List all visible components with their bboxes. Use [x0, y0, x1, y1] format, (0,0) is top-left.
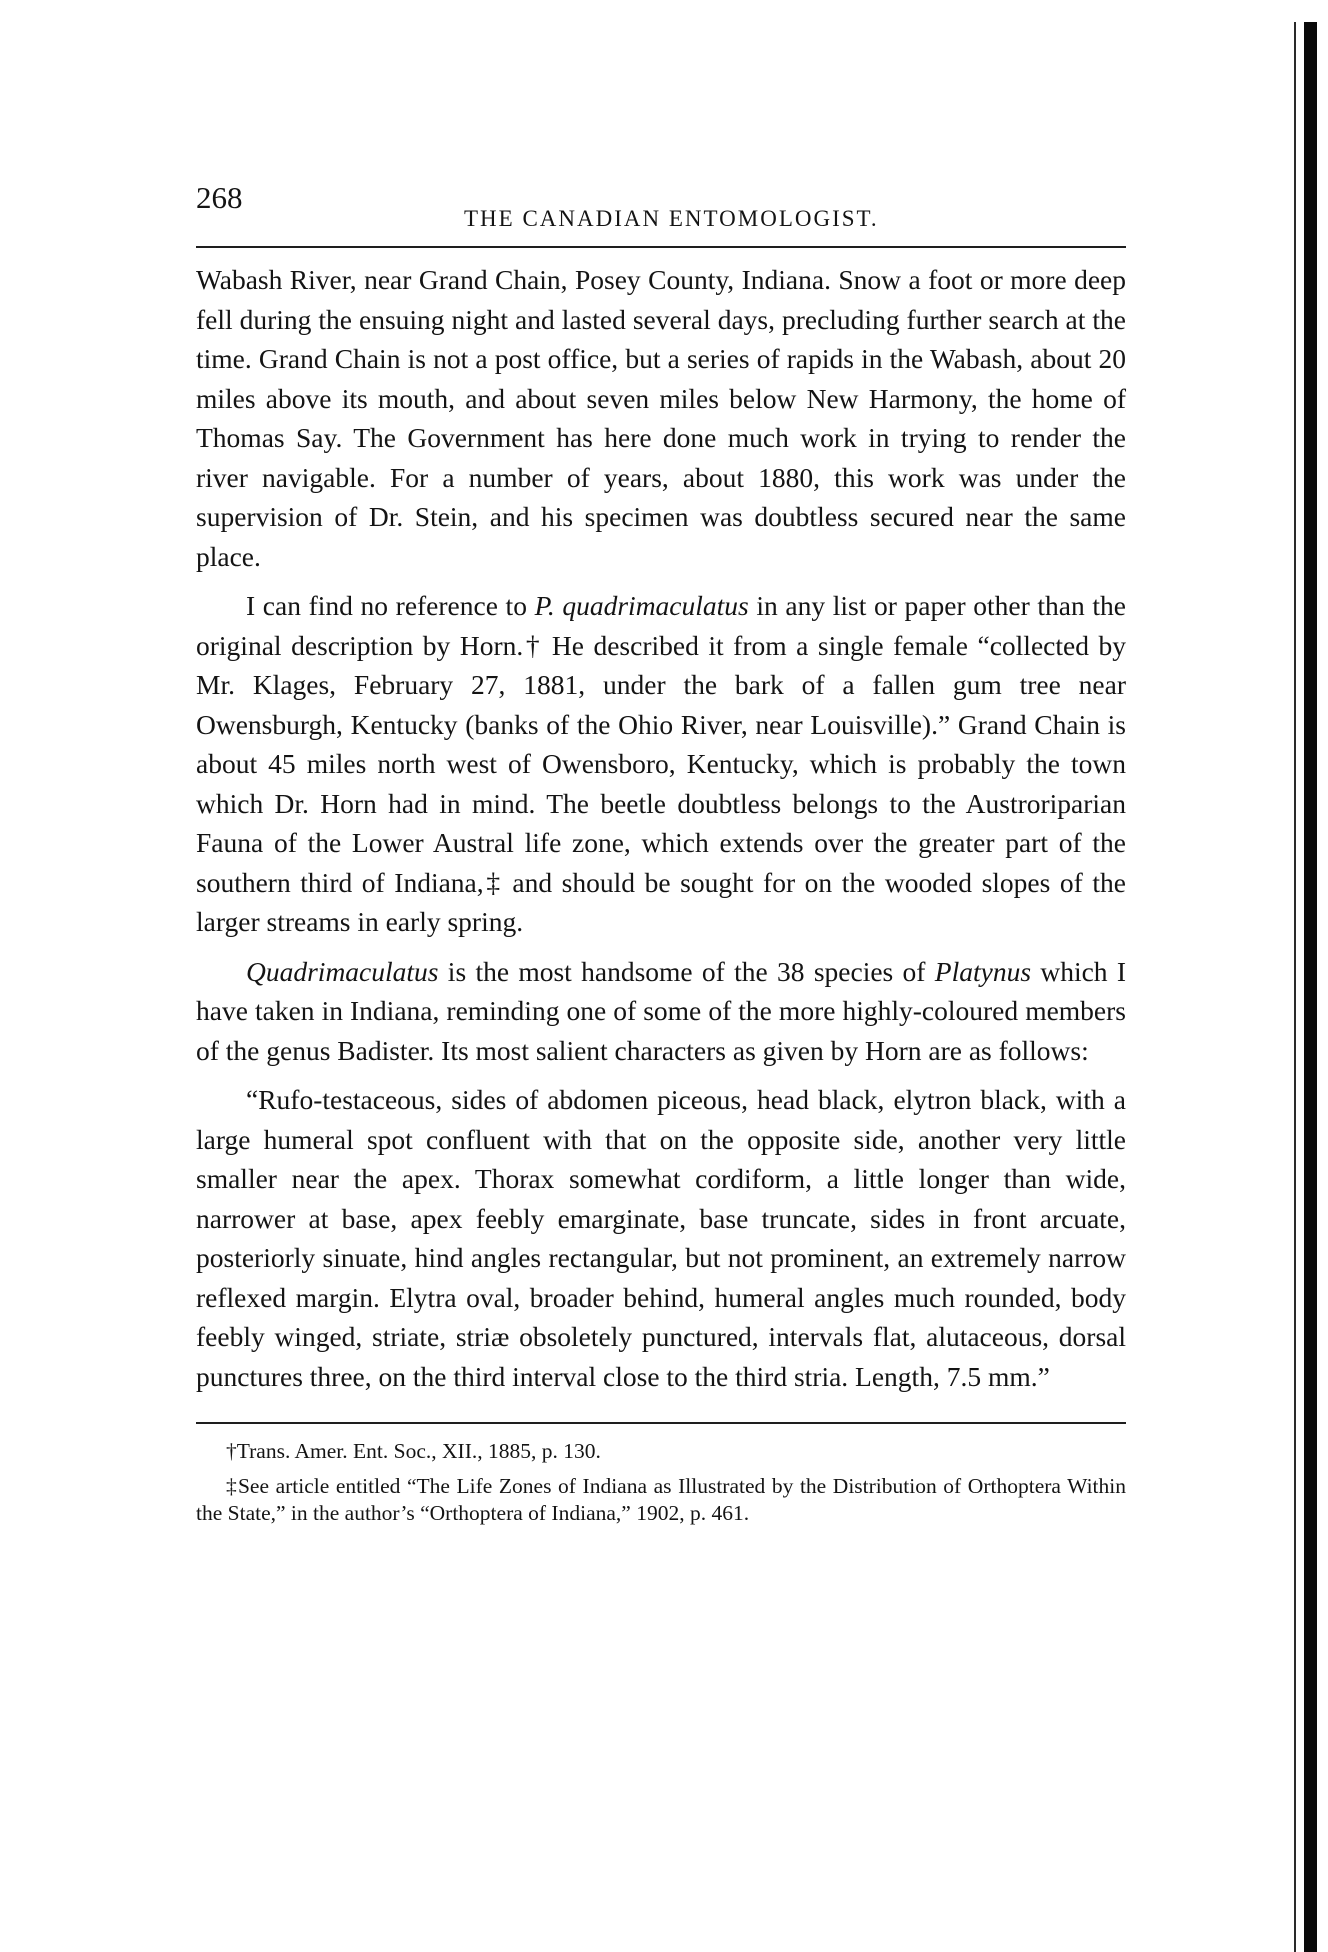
species-name: P. quadrimaculatus	[534, 590, 749, 621]
paragraph-3	[196, 952, 1126, 1071]
footnote-double-dagger: ‡See article entitled “The Life Zones of Indiana as Illustrated by the Distribution of Orthoptera Within the State,” in the author’s “Orthoptera of Indiana,” 1902, p. 461.	[196, 1474, 1126, 1525]
paragraph-3-text-b: which I have taken in Indiana, reminding one of some of the more highly-coloured members of the genus Badister. Its most salient characters as given by Horn are as follows:	[196, 955, 1126, 1066]
paragraph-2-text-b: in any list or paper other than the original description by Horn.† He described it from a single female “collected by Mr. Klages, February 27, 1881, under the bark of a fallen gum tree near Owensburgh, Kentucky (banks of the Ohio River, near Louisville).” Grand Chain is about 45 miles north west of Owensboro, Kentucky, which is probably the town which Dr. Horn had in mind. The beetle doubtless belongs to the Austroriparian Fauna of the Lower Austral life zone, which extends over the greater part of the southern third of Indiana,‡ and should be sought for on the wooded slopes of the larger streams in early spring.	[196, 590, 1126, 937]
paragraph-2-text-a: I can find no reference to	[246, 590, 535, 621]
page-edge-shadow	[1304, 22, 1317, 1952]
paragraph-2	[196, 586, 1126, 942]
body-text	[196, 260, 1126, 1396]
footnote-dagger: †Trans. Amer. Ent. Soc., XII., 1885, p. 130.	[226, 1439, 601, 1463]
footnotes	[196, 1438, 1126, 1527]
species-epithet: Quadrimaculatus	[246, 955, 439, 987]
page-edge-line	[1294, 22, 1296, 1952]
header-rule	[196, 246, 1126, 248]
paragraph-3-text-a: is the most handsome of the 38 species of	[438, 955, 935, 987]
quoted-description: “Rufo-testaceous, sides of abdomen piceous, head black, elytron black, with a large humeral spot confluent with that on the opposite side, another very little smaller near the apex. Thorax somewhat cordiform, a little longer than wide, narrower at base, apex feebly emarginate, base truncate, sides in front arcuate, posteriorly sinuate, hind angles rectangular, but not prominent, an extremely narrow reflexed margin. Elytra oval, broader behind, humeral angles much rounded, body feebly winged, striate, striæ obsoletely punctured, intervals flat, alutaceous, dorsal punctures three, on the third interval close to the third stria. Length, 7.5 mm.”	[196, 1084, 1126, 1392]
paragraph-1: Wabash River, near Grand Chain, Posey County, Indiana. Snow a foot or more deep fell during the ensuing night and lasted several days, precluding further search at the time. Grand Chain is not a post office, but a series of rapids in the Wabash, about 20 miles above its mouth, and about seven miles below New Harmony, the home of Thomas Say. The Government has here done much work in trying to render the river navigable. For a number of years, about 1880, this work was under the supervision of Dr. Stein, and his specimen was doubtless secured near the same place.	[196, 264, 1126, 572]
running-head: THE CANADIAN ENTOMOLOGIST.	[464, 206, 879, 231]
page-edge	[1278, 0, 1328, 1952]
footnote-rule	[196, 1422, 1126, 1424]
genus-name: Platynus	[934, 955, 1032, 987]
document-page	[196, 180, 1126, 1527]
page-number: 268	[196, 180, 243, 215]
page-header	[196, 180, 1126, 232]
